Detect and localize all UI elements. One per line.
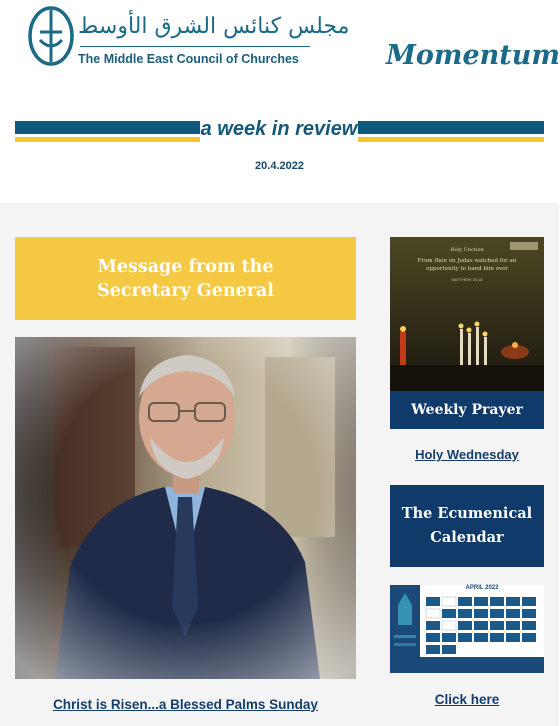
prayer-image-title: Holy Unction bbox=[450, 247, 484, 253]
calendar-month: APRIL 2022 bbox=[465, 585, 499, 591]
header-rule-left bbox=[15, 121, 200, 142]
weekly-prayer-label: Weekly Prayer bbox=[411, 402, 523, 418]
logo-divider bbox=[80, 46, 310, 47]
logo-english-text: The Middle East Council of Churches bbox=[78, 52, 299, 66]
mecc-logo[interactable] bbox=[28, 6, 350, 72]
calendar-image[interactable] bbox=[390, 585, 544, 673]
portrait-image bbox=[15, 337, 356, 679]
weekly-prayer-image[interactable] bbox=[390, 237, 544, 391]
mecc-emblem-icon bbox=[28, 6, 74, 66]
prayer-image-text: From then on Judas watched for an opportunity to hand him over bbox=[417, 258, 517, 272]
header-rule-right bbox=[358, 121, 544, 142]
calendar-thumbnail bbox=[390, 585, 544, 673]
click-here-link[interactable]: Click here bbox=[434, 692, 500, 707]
newsletter-name: Momentum bbox=[386, 40, 560, 71]
prayer-image-ref: MATTHEW 26:16 bbox=[451, 277, 483, 282]
issue-date: 20.4.2022 bbox=[255, 160, 304, 172]
logo-arabic-text: مجلس كنائس الشرق الأوسط bbox=[78, 14, 350, 39]
ecumenical-calendar-banner[interactable] bbox=[390, 485, 544, 567]
secretary-message-banner[interactable] bbox=[15, 237, 356, 320]
secretary-message-title: Message from the Secretary General bbox=[97, 256, 274, 301]
holy-wednesday-link[interactable]: Holy Wednesday bbox=[415, 447, 519, 462]
weekly-prayer-banner[interactable] bbox=[390, 391, 544, 429]
secretary-general-photo[interactable] bbox=[15, 337, 356, 679]
ecumenical-calendar-title: The Ecumenical Calendar bbox=[401, 505, 533, 546]
newsletter-header bbox=[0, 0, 559, 203]
palms-sunday-link[interactable]: Christ is Risen...a Blessed Palms Sunday bbox=[53, 697, 318, 712]
tagline: a week in review bbox=[200, 118, 358, 140]
